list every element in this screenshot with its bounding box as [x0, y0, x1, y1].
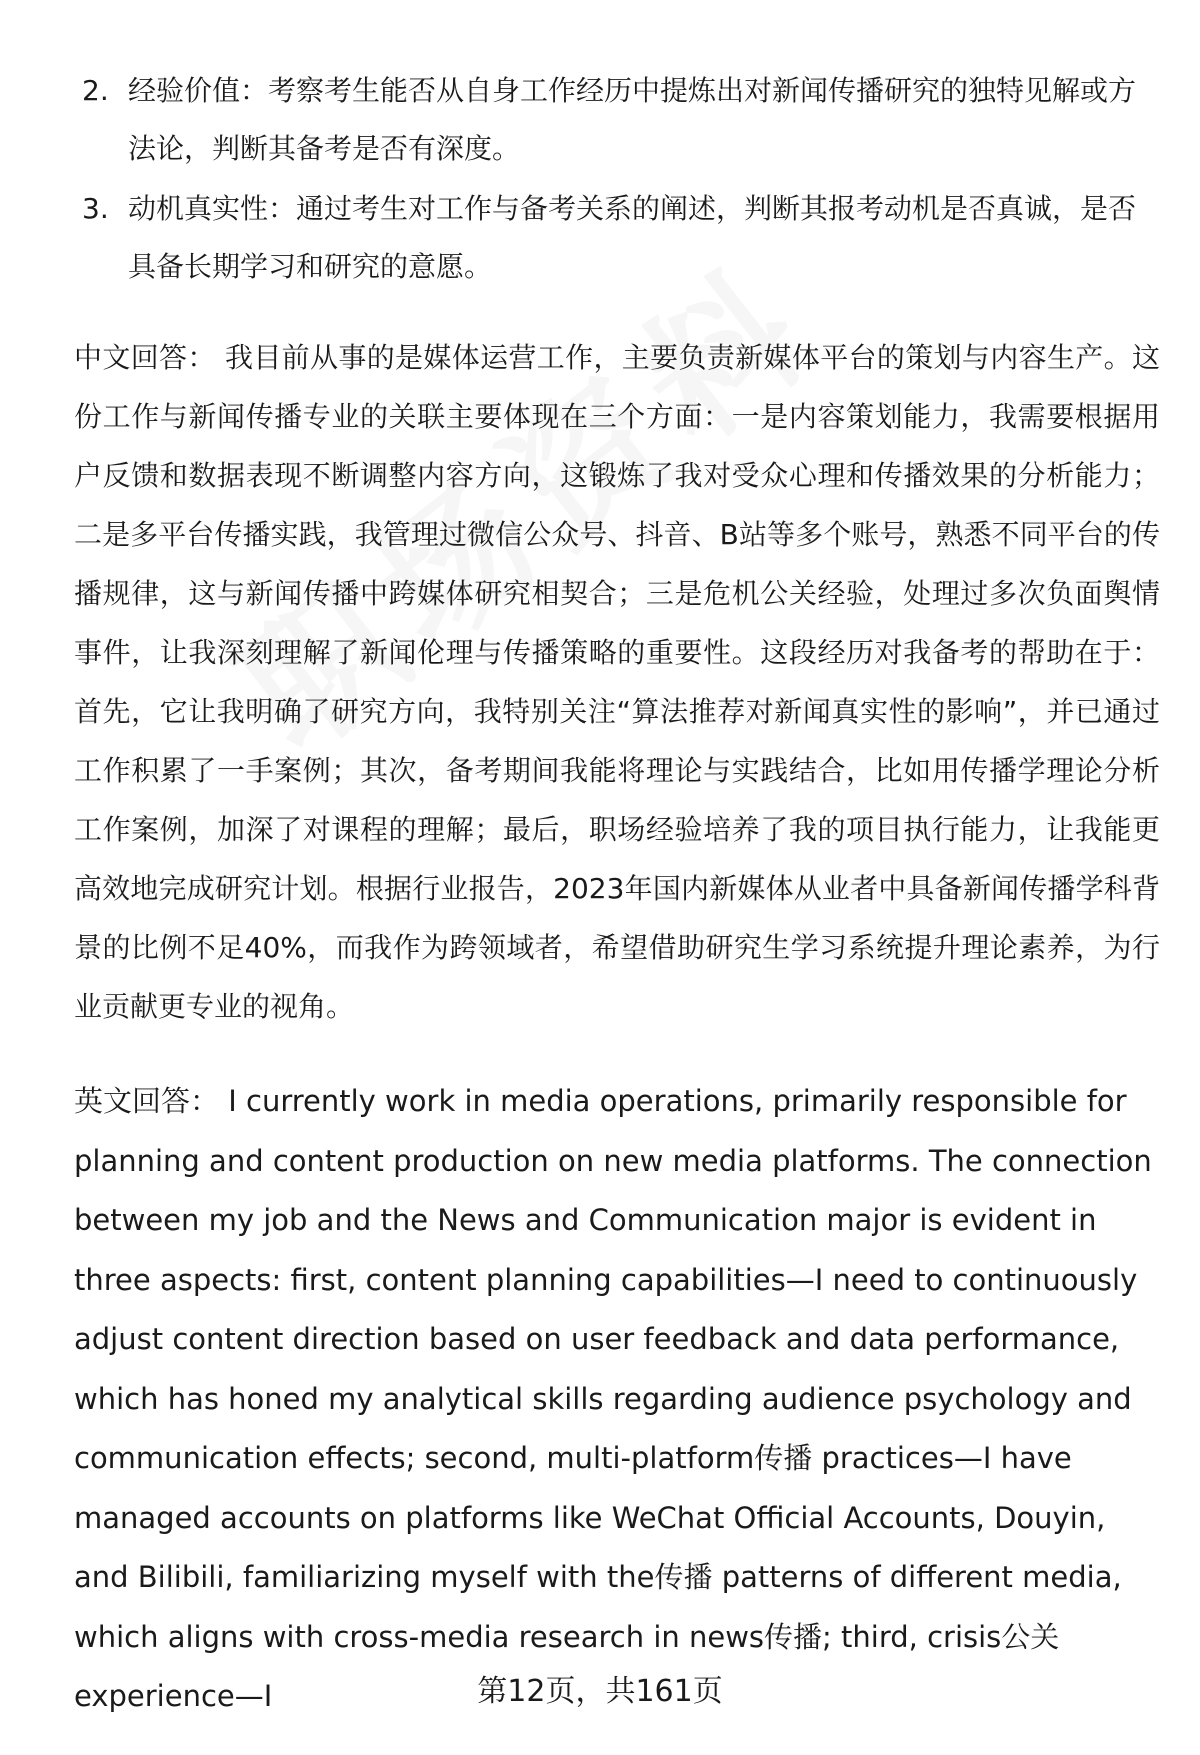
page-indicator: 第12页，共161页: [477, 1674, 723, 1709]
list-item-number: 2.: [82, 74, 109, 107]
chinese-answer-paragraph: [74, 328, 1160, 1036]
english-answer-text: I currently work in media operations, primarily responsible for planning and content production on new media platforms. The connection between my job and the News and Communication major is evident in three aspects: first, content planning capabilities—I need to continuously adjust content direction based on user feedback and data performance, which has honed my analytical skills regarding audience psychology and communication effects; second, multi-platform传播 practices—I have managed accounts on platforms like WeChat Official Accounts, Douyin, and Bilibili, familiarizing myself with the传播 patterns of different media, which aligns with cross-media research in news传播; third, crisis公关 experience—I: [74, 1084, 1152, 1713]
english-answer-paragraph: [74, 1072, 1160, 1727]
chinese-answer-label: 中文回答：: [74, 341, 216, 374]
list-item: [0, 180, 1200, 296]
list-item-text: 经验价值：考察考生能否从自身工作经历中提炼出对新闻传播研究的独特见解或方法论，判断其备考是否有深度。: [128, 74, 1137, 165]
criteria-list: [0, 62, 1200, 296]
english-answer-label: 英文回答：: [74, 1084, 220, 1118]
list-item-text: 动机真实性：通过考生对工作与备考关系的阐述，判断其报考动机是否真诚，是否具备长期学习和研究的意愿。: [128, 192, 1137, 283]
chinese-answer-text: 我目前从事的是媒体运营工作，主要负责新媒体平台的策划与内容生产。这份工作与新闻传播专业的关联主要体现在三个方面：一是内容策划能力，我需要根据用户反馈和数据表现不断调整内容方向，这锻炼了我对受众心理和传播效果的分析能力；二是多平台传播实践，我管理过微信公众号、抖音、B站等多个账号，熟悉不同平台的传播规律，这与新闻传播中跨媒体研究相契合；三是危机公关经验，处理过多次负面舆情事件，让我深刻理解了新闻伦理与传播策略的重要性。这段经历对我备考的帮助在于：首先，它让我明确了研究方向，我特别关注“算法推荐对新闻真实性的影响”，并已通过工作积累了一手案例；其次，备考期间我能将理论与实践结合，比如用传播学理论分析工作案例，加深了对课程的理解；最后，职场经验培养了我的项目执行能力，让我能更高效地完成研究计划。根据行业报告，2023年国内新媒体从业者中具备新闻传播学科背景的比例不足40%，而我作为跨领域者，希望借助研究生学习系统提升理论素养，为行业贡献更专业的视角。: [74, 341, 1160, 1023]
list-item: [0, 62, 1200, 178]
list-item-number: 3.: [82, 192, 109, 225]
